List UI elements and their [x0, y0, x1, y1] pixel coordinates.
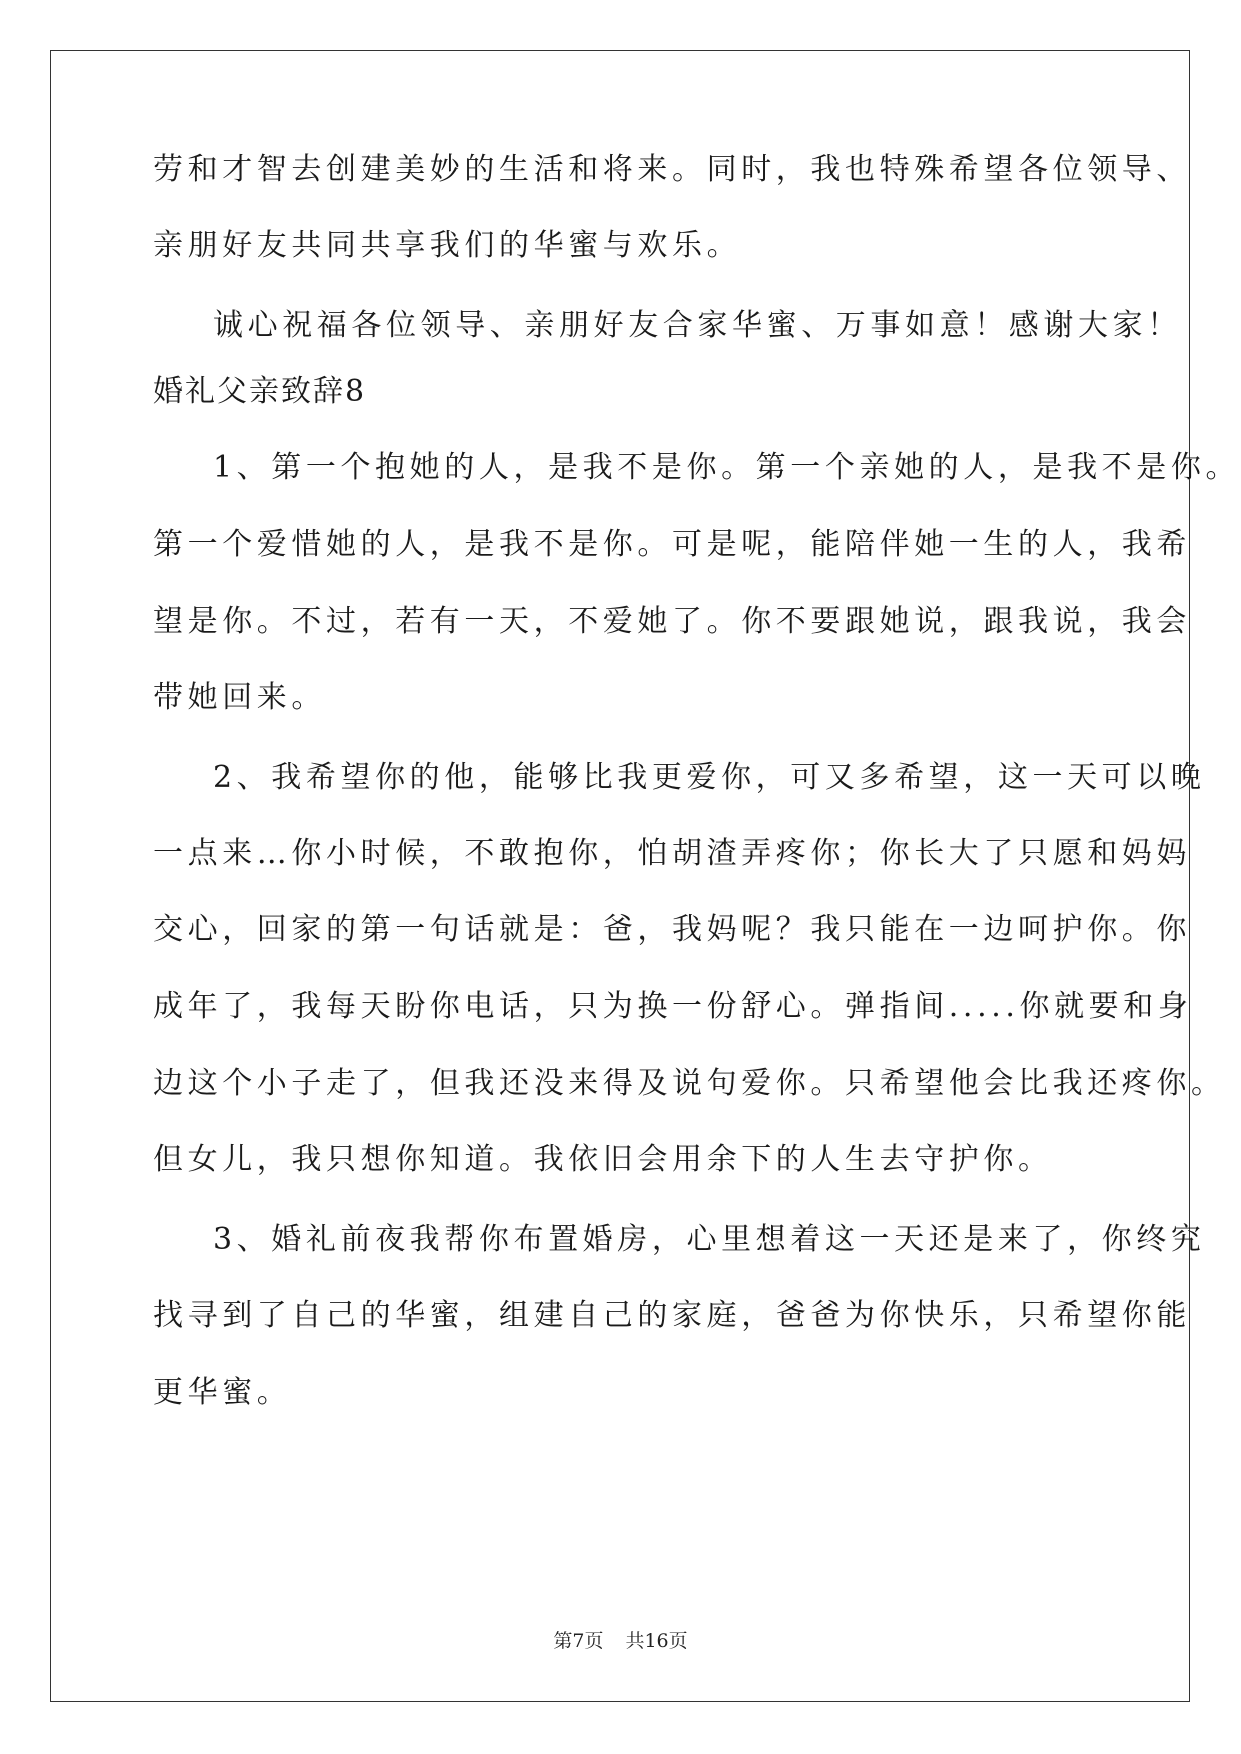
text-line: 亲朋好友共同共享我们的华蜜与欢乐。	[153, 228, 742, 263]
page-border	[50, 50, 1193, 1702]
text-line: 更华蜜。	[153, 1375, 292, 1410]
page-footer	[0, 1629, 1241, 1653]
text-line: 3、婚礼前夜我帮你布置婚房，心里想着这一天还是来了，你终究	[213, 1222, 1206, 1257]
text-line: 1、第一个抱她的人，是我不是你。第一个亲她的人，是我不是你。	[213, 450, 1241, 485]
text-line: 劳和才智去创建美妙的生活和将来。同时，我也特殊希望各位领导、	[153, 152, 1191, 187]
text-line: 带她回来。	[153, 680, 326, 715]
text-line: 2、我希望你的他，能够比我更爱你，可又多希望，这一天可以晚	[213, 760, 1206, 795]
section-heading: 婚礼父亲致辞8	[153, 374, 367, 409]
text-line: 成年了，我每天盼你电话，只为换一份舒心。弹指间.....你就要和身	[153, 989, 1193, 1024]
text-line: 找寻到了自己的华蜜，组建自己的家庭，爸爸为你快乐，只希望你能	[153, 1298, 1191, 1333]
text-line: 诚心祝福各位领导、亲朋好友合家华蜜、万事如意！感谢大家！	[213, 308, 1182, 343]
text-line: 交心，回家的第一句话就是：爸，我妈呢？我只能在一边呵护你。你	[153, 912, 1191, 947]
text-line: 第一个爱惜她的人，是我不是你。可是呢，能陪伴她一生的人，我希	[153, 527, 1191, 562]
page-number: 第7页	[553, 1630, 604, 1652]
page-total: 共16页	[625, 1630, 688, 1652]
text-line: 但女儿，我只想你知道。我依旧会用余下的人生去守护你。	[153, 1142, 1053, 1177]
text-line: 望是你。不过，若有一天，不爱她了。你不要跟她说，跟我说，我会	[153, 604, 1191, 639]
text-line: 一点来…你小时候，不敢抱你，怕胡渣弄疼你；你长大了只愿和妈妈	[153, 836, 1191, 871]
text-line: 边这个小子走了，但我还没来得及说句爱你。只希望他会比我还疼你。	[153, 1066, 1226, 1101]
